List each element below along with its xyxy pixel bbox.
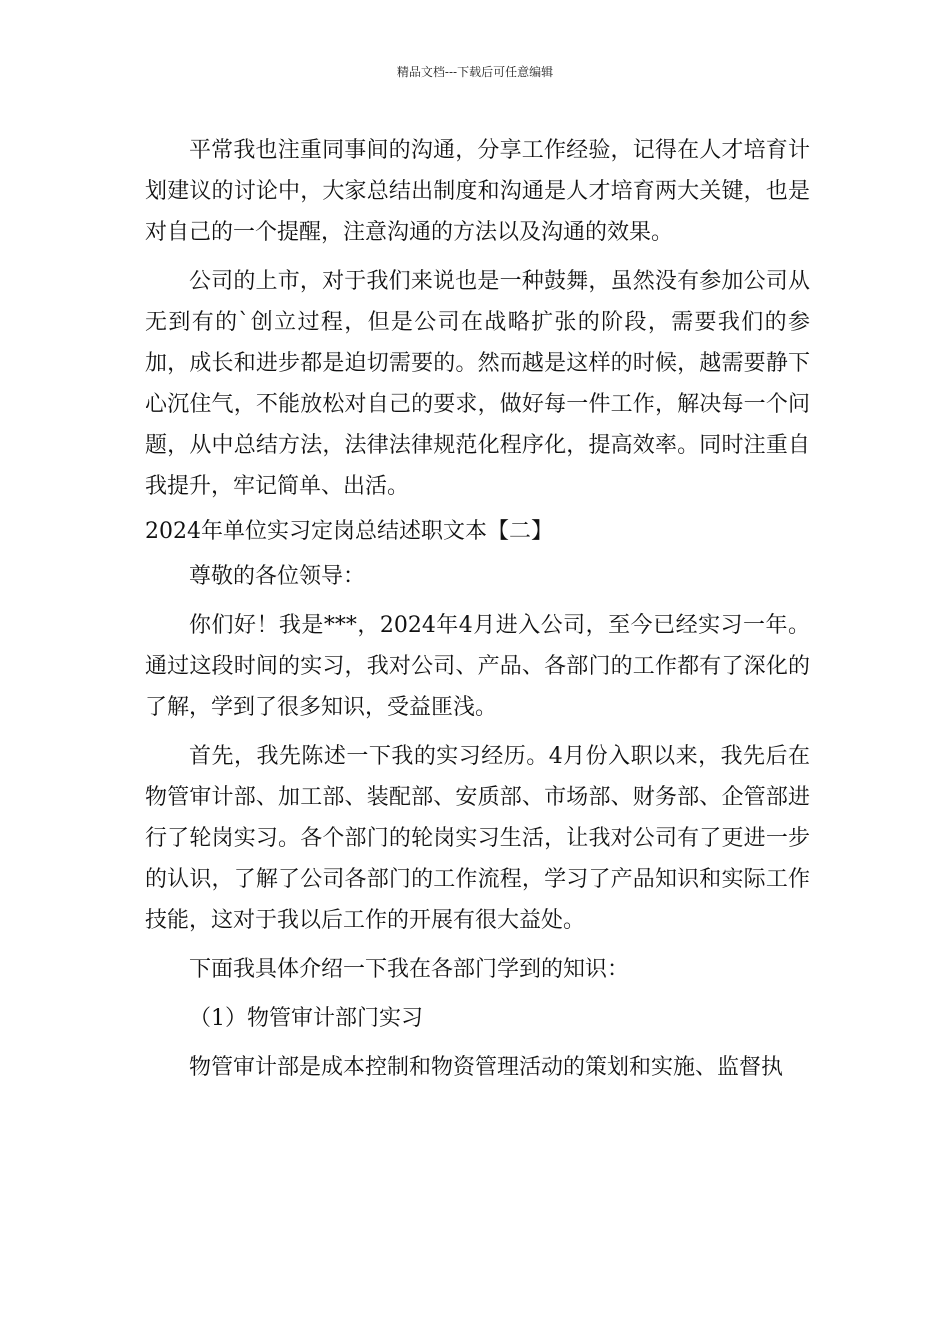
paragraph-communication: 平常我也注重同事间的沟通，分享工作经验，记得在人才培育计划建议的讨论中，大家总结出制度和沟通是人才培育两大关键，也是对自己的一个提醒，注意沟通的方法以及沟通的效果。	[145, 138, 810, 245]
document-body	[145, 130, 810, 1088]
section-title: 2024年单位实习定岗总结述职文本【二】	[145, 519, 553, 544]
paragraph-audit-department: 物管审计部是成本控制和物资管理活动的策划和实施、监督执	[189, 1055, 784, 1080]
paragraph-listing: 公司的上市，对于我们来说也是一种鼓舞，虽然没有参加公司从无到有的`创立过程，但是公司在战略扩张的阶段，需要我们的参加，成长和进步都是迫切需要的。然而越是这样的时候，越需要静下心沉住气，不能放松对自己的要求，做好每一件工作，解决每一个问题，从中总结方法，法律法律规范化程序化，提高效率。同时注重自我提升，牢记简单、出活。	[145, 269, 810, 499]
subheading-audit-department: （1）物管审计部门实习	[189, 1006, 423, 1031]
paragraph-knowledge-intro: 下面我具体介绍一下我在各部门学到的知识：	[189, 957, 630, 982]
paragraph-introduction: 你们好！我是***，2024年4月进入公司，至今已经实习一年。通过这段时间的实习，我对公司、产品、各部门的工作都有了深化的了解，学到了很多知识，受益匪浅。	[145, 613, 810, 720]
page-header: 精品文档---下载后可任意编辑	[396, 65, 554, 79]
paragraph-experience: 首先，我先陈述一下我的实习经历。4月份入职以来，我先后在物管审计部、加工部、装配部、安质部、市场部、财务部、企管部进行了轮岗实习。各个部门的轮岗实习生活，让我对公司有了更进一步的认识，了解了公司各部门的工作流程，学习了产品知识和实际工作技能，这对于我以后工作的开展有很大益处。	[145, 744, 810, 933]
paragraph-salutation: 尊敬的各位领导：	[189, 564, 366, 589]
